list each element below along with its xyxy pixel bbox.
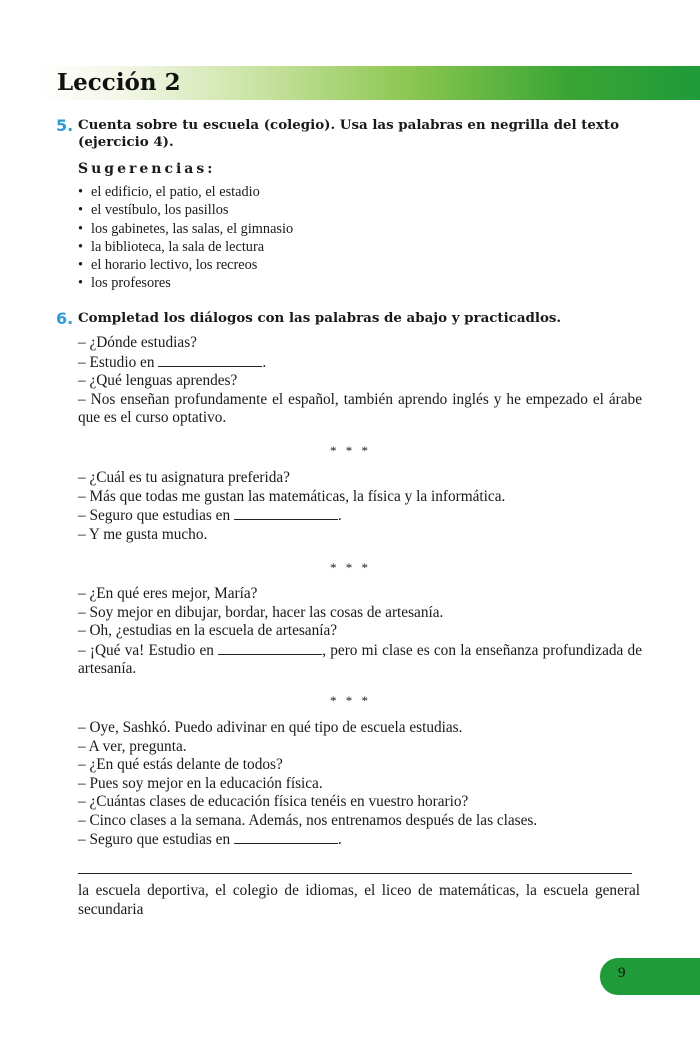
- dialog-3: [78, 585, 642, 679]
- dialog-2: [78, 469, 642, 544]
- page-number-tab: [600, 958, 700, 995]
- exercise-instruction: Completad los diálogos con las palabras de abajo y practicadlos.: [78, 310, 562, 326]
- exercise-number: 5.: [56, 116, 74, 135]
- separator: * * *: [330, 560, 371, 575]
- dialog-line: – Pues soy mejor en la educación física.: [78, 774, 323, 792]
- dialog-line: – Oh, ¿estudias en la escuela de artesanía?: [78, 622, 338, 639]
- list-item: • el vestíbulo, los pasillos: [78, 201, 646, 219]
- answer-blank[interactable]: [234, 830, 338, 844]
- exercise-5: [56, 117, 646, 293]
- dialog-line: – Cinco clases a la semana. Además, nos entrenamos después de las clases.: [78, 811, 538, 829]
- dialog-line: – Seguro que estudias en .: [78, 831, 342, 848]
- list-item: • la biblioteca, la sala de lectura: [78, 238, 646, 256]
- list-item: • los gabinetes, las salas, el gimnasio: [78, 220, 646, 238]
- dialog-line: – ¿Dónde estudias?: [78, 334, 197, 351]
- exercise-instruction: Cuenta sobre tu escuela (colegio). Usa las palabras en negrilla del texto (ejercicio 4).: [78, 117, 620, 150]
- dialog-line: – ¿En qué estás delante de todos?: [78, 756, 283, 773]
- dialog-line: – Nos enseñan profundamente el español, también aprendo inglés y he empezado el árabe que es el curso optativo.: [78, 390, 642, 426]
- suggestions-title: Sugerencias:: [78, 161, 216, 177]
- exercise-number: 6.: [56, 309, 74, 328]
- dialog-line: – Seguro que estudias en .: [78, 507, 342, 524]
- dialog-line: – Estudio en .: [78, 353, 267, 371]
- answer-blank[interactable]: [158, 353, 262, 367]
- dialog-line: – A ver, pregunta.: [78, 737, 187, 755]
- dialog-line: – Y me gusta mucho.: [78, 525, 208, 543]
- list-item: • el edificio, el patio, el estadio: [78, 183, 646, 201]
- dialog-line: – Oye, Sashkó. Puedo adivinar en qué tipo de escuela estudias.: [78, 719, 463, 736]
- dialog-4: [78, 719, 642, 850]
- dialog-line: – ¿Cuántas clases de educación física tenéis en vuestro horario?: [78, 793, 469, 810]
- answer-blank[interactable]: [234, 506, 338, 520]
- list-item: • el horario lectivo, los recreos: [78, 256, 646, 274]
- divider: [78, 873, 632, 874]
- dialog-line: – ¡Qué va! Estudio en , pero mi clase es con la enseñanza profundizada de artesanía.: [78, 641, 642, 677]
- word-bank: la escuela deportiva, el colegio de idiomas, el liceo de matemáticas, la escuela general secundaria: [78, 882, 640, 918]
- separator: * * *: [330, 443, 371, 458]
- list-item: • los profesores: [78, 274, 646, 292]
- exercise-6: [56, 310, 646, 327]
- separator: * * *: [330, 693, 371, 708]
- dialog-line: – ¿Qué lenguas aprendes?: [78, 372, 238, 389]
- dialog-line: – Soy mejor en dibujar, bordar, hacer las cosas de artesanía.: [78, 603, 444, 621]
- dialog-line: – ¿En qué eres mejor, María?: [78, 585, 258, 602]
- page-number: 9: [618, 965, 626, 981]
- dialog-1: [78, 334, 642, 428]
- answer-blank[interactable]: [218, 641, 322, 655]
- dialog-line: – ¿Cuál es tu asignatura preferida?: [78, 469, 290, 486]
- lesson-title: Lección 2: [57, 69, 181, 96]
- suggestions-list: [78, 183, 646, 293]
- dialog-line: – Más que todas me gustan las matemáticas, la física y la informática.: [78, 487, 506, 505]
